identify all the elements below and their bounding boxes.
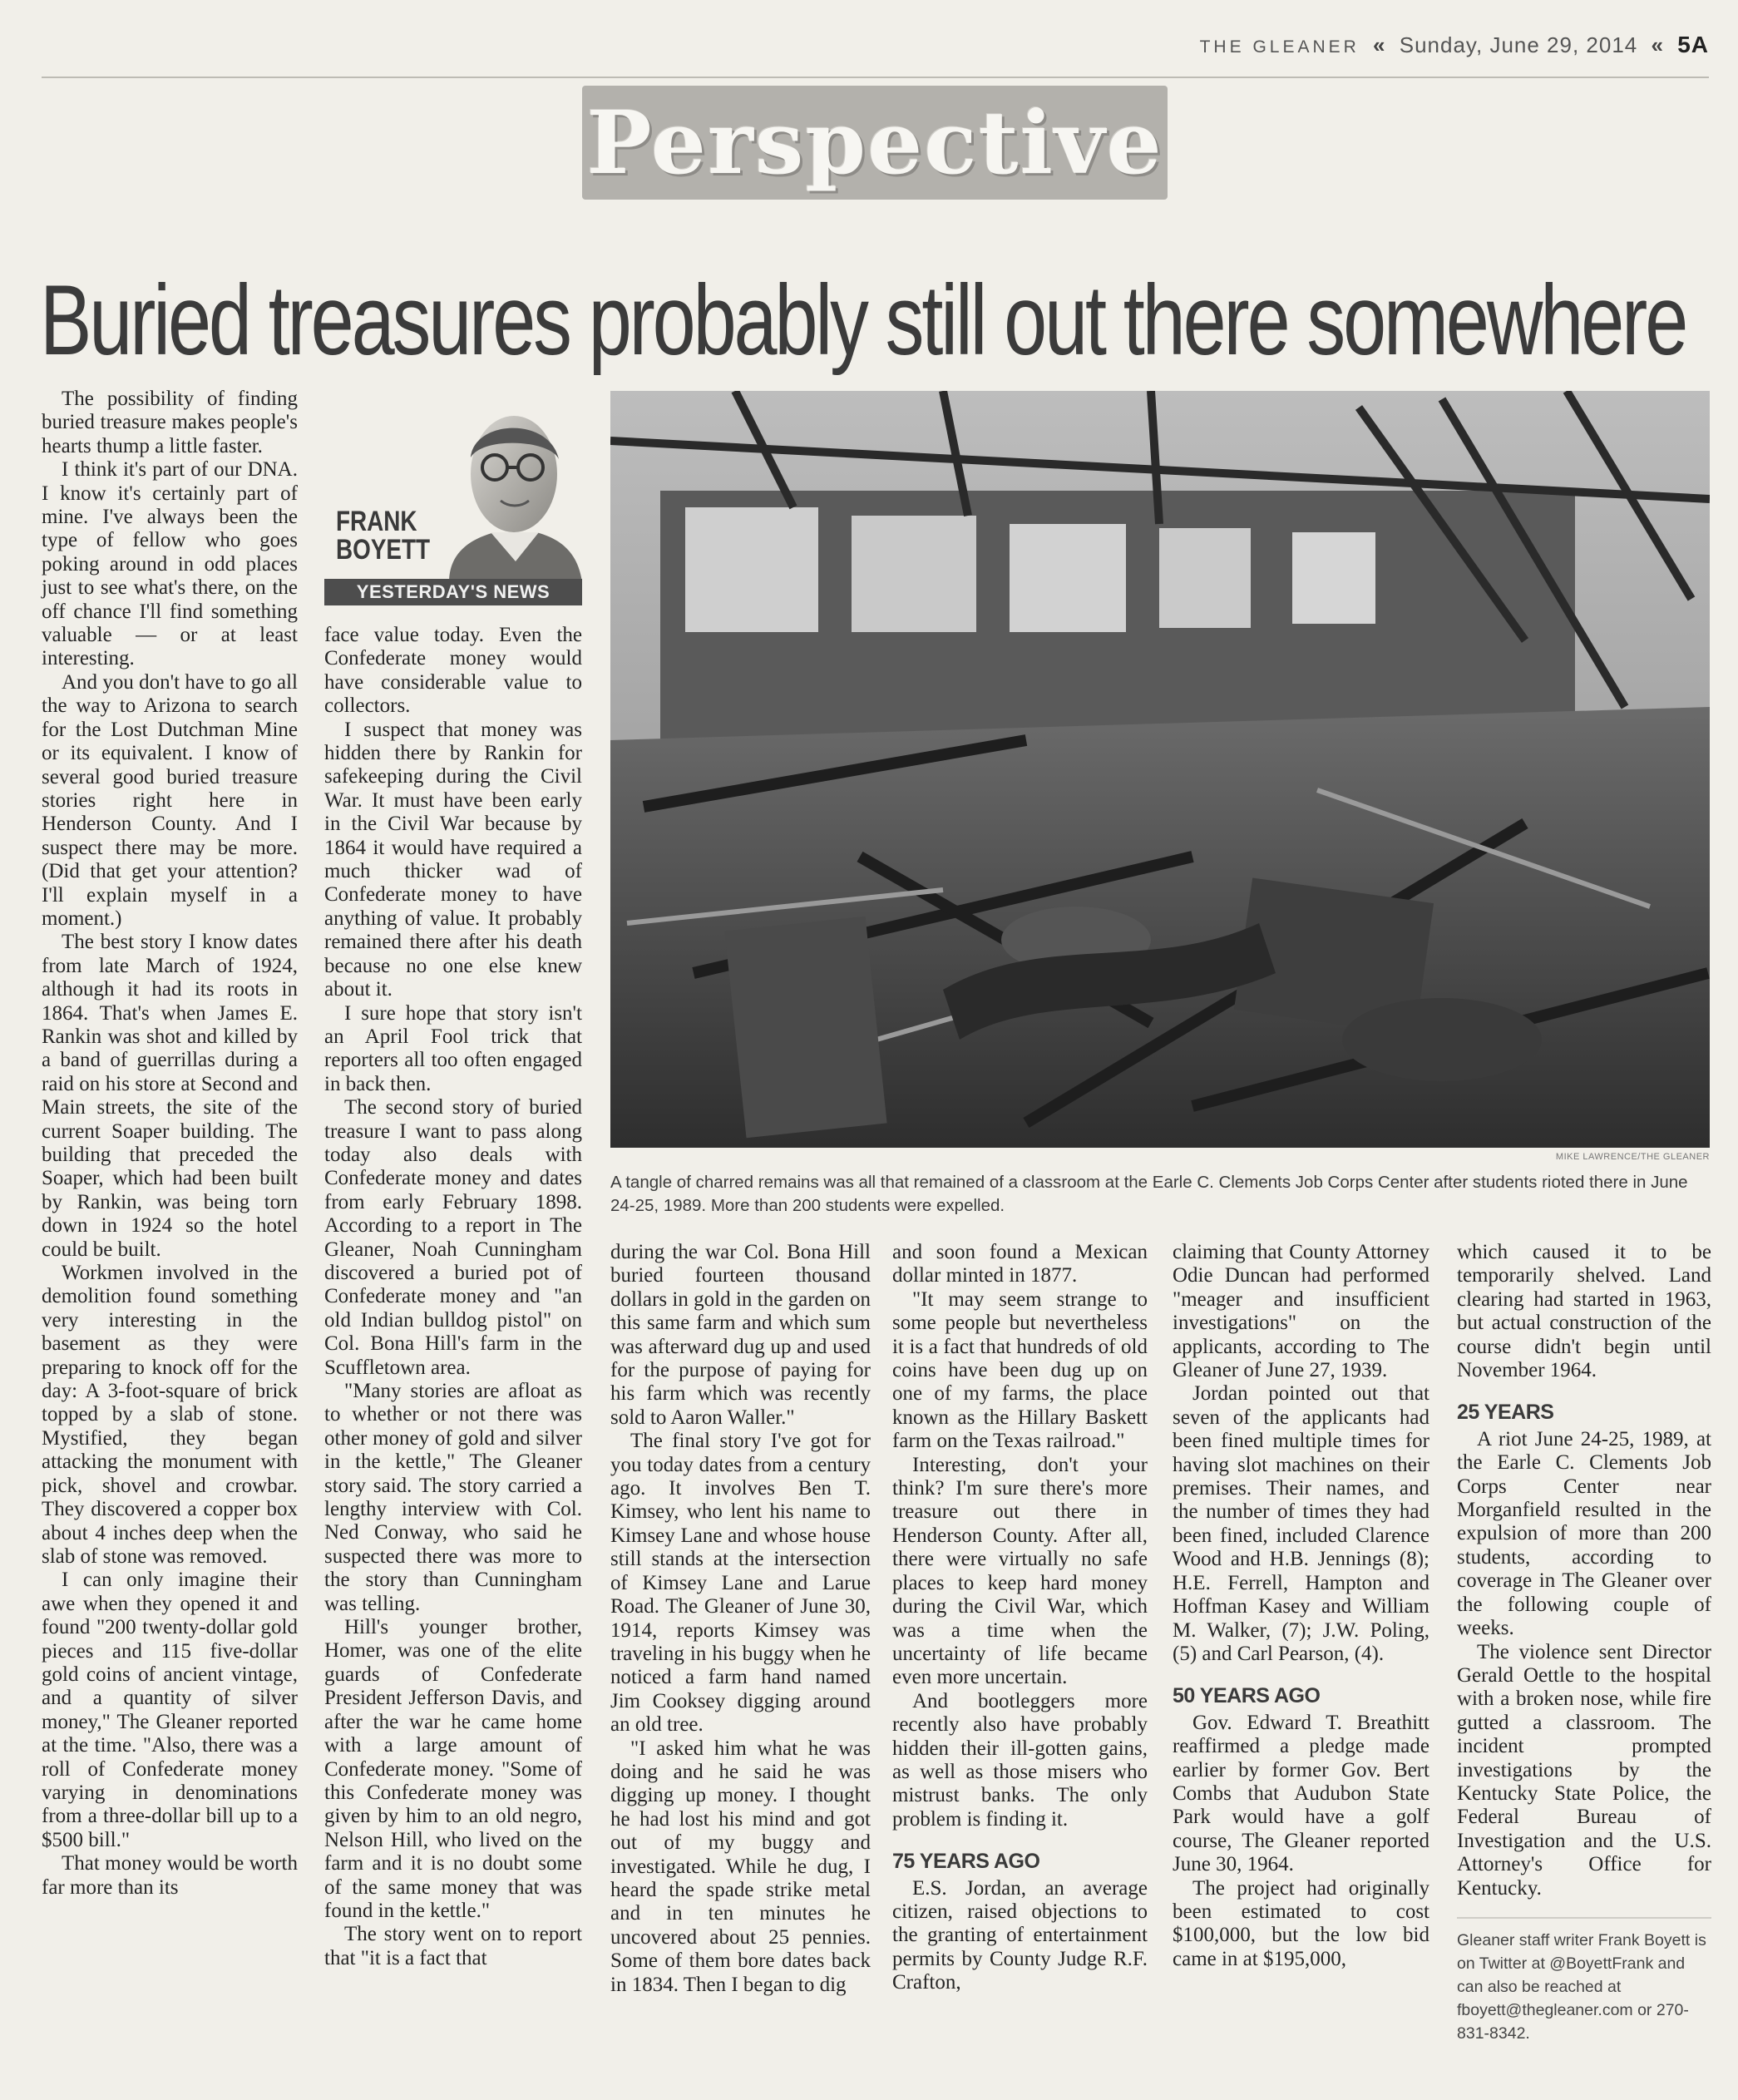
photo-caption: A tangle of charred remains was all that remained of a classroom at the Earle C. Clements Job Corps Center after students rioted there in June 24-25, 1989. More than 200 students were expelled. (610, 1173, 1688, 1215)
anniversary-subhead: 25 YEARS (1457, 1401, 1554, 1425)
issue-date: Sunday, June 29, 2014 (1399, 32, 1638, 57)
article-paragraph: The possibility of finding buried treasure makes people's hearts thump a little faster. (42, 388, 298, 457)
page-number: 5A (1677, 32, 1709, 57)
article-column-3 (610, 1241, 871, 1997)
article-paragraph: And bootleggers more recently also have probably hidden their ill-gotten gains, as well as those misers who mistrust banks. The only problem is finding it. (892, 1689, 1148, 1831)
article-paragraph: I sure hope that story isn't an April Fool trick that reporters all too often engaged in back then. (324, 1001, 582, 1095)
author-bio: Gleaner staff writer Frank Boyett is on Twitter at @BoyettFrank and can also be reached at fboyett@thegleaner.com or 270-831-8342. (1457, 1917, 1711, 2045)
article-paragraph: The story went on to report that "it is a fact that (324, 1923, 582, 1969)
columnist-signature (324, 391, 582, 607)
article-paragraph: E.S. Jordan, an average citizen, raised objections to the granting of entertainment permits by County Judge R.F. Crafton, (892, 1876, 1148, 1994)
article-column-5 (1173, 1241, 1429, 1971)
article-paragraph: And you don't have to go all the way to Arizona to search for the Lost Dutchman Mine or its equivalent. I know of several good buried treasure stories right here in Henderson County. And I suspect there may be more. (Did that get your attention? I'll explain myself in a moment.) (42, 670, 298, 930)
article-paragraph: The violence sent Director Gerald Oettle to the hospital with a broken nose, while fire gutted a classroom. The incident prompted investigations by the Kentucky State Police, the Federal Bureau of Investigation and the U.S. Attorney's Office for Kentucky. (1457, 1640, 1711, 1900)
article-paragraph: The final story I've got for you today dates from a century ago. It involves Ben T. Kimsey, who lent his name to Kimsey Lane and whose house still stands at the intersection of Kimsey Lane and Larue Road. The Gleaner of June 30, 1914, reports Kimsey was traveling in his buggy when he noticed a farm hand named Jim Cooksey digging around an old tree. (610, 1430, 871, 1737)
article-paragraph: during the war Col. Bona Hill buried fourteen thousand dollars in gold in the garden on this same farm and which sum was afterward dug up and used for the purpose of paying for his farm which was recently sold to Aaron Waller." (610, 1241, 871, 1429)
newspaper-name: THE GLEANER (1199, 37, 1360, 57)
section-title: Perspective (586, 91, 1163, 194)
article-paragraph: The project had originally been estimated to cost $100,000, but the low bid came in at $195,000, (1173, 1876, 1429, 1970)
article-paragraph: I suspect that money was hidden there by Rankin for safekeeping during the Civil War. It must have been early in the Civil War because by 1864 it would have required a much thicker wad of Confederate money to have anything of value. It probably remained there after his death because no one else knew about it. (324, 718, 582, 1001)
article-paragraph: I can only imagine their awe when they opened it and found "200 twenty-dollar gold pieces and 115 five-dollar gold coins of ancient vintage, and a quantity of silver money," The Gleaner reported at the time. "Also, there was a roll of Confederate money varying in denominations from a three-dollar bill up to a $500 bill." (42, 1569, 298, 1851)
article-paragraph: "Many stories are afloat as to whether or not there was other money of gold and silver in the kettle," The Gleaner story said. The story carried a lengthy interview with Col. Ned Conway, who said he suspected there was more to the story than Cunningham was telling. (324, 1380, 582, 1615)
burned-classroom-photo (610, 391, 1710, 1148)
article-paragraph: Workmen involved in the demolition found something very interesting in the basement as they were preparing to knock off for the day: A 3-foot-square of brick topped by a slab of stone. Mystified, they began attacking the monument with pick, shovel and crowbar. They discovered a copper box about 4 inches deep when the slab of stone was removed. (42, 1262, 298, 1568)
article-paragraph: Gov. Edward T. Breathitt reaffirmed a pledge made earlier by former Gov. Bert Combs that Audubon State Park would have a golf course, The Gleaner reported June 30, 1964. (1173, 1711, 1429, 1876)
article-column-6 (1457, 1241, 1711, 2045)
article-paragraph: Hill's younger brother, Homer, was one of the elite guards of Confederate President Jefferson Davis, and after the war he came home with a large amount of Confederate money. "Some of this Confederate money was given by him to an old negro, Nelson Hill, who lived on the farm and it is no doubt some of the same money that was found in the kettle." (324, 1616, 582, 1922)
folio-separator: « (1651, 32, 1664, 57)
section-banner (582, 86, 1168, 200)
article-paragraph: and soon found a Mexican dollar minted in 1877. (892, 1241, 1148, 1287)
column-tag: YESTERDAY'S NEWS (324, 579, 582, 605)
article-paragraph: Interesting, don't your think? I'm sure there's more treasure out there in Henderson County. After all, there were virtually no safe places to keep hard money during the Civil War, which was a time when the uncertainty of life became even more uncertain. (892, 1453, 1148, 1689)
article-paragraph: A riot June 24-25, 1989, at the Earle C. Clements Job Corps Center near Morganfield resulted in the expulsion of more than 200 students, according to coverage in The Gleaner over the following couple of weeks. (1457, 1427, 1711, 1640)
article-paragraph: "It may seem strange to some people but nevertheless it is a fact that hundreds of old coins have been dug up on one of my farms, the place known as the Hillary Baskett farm on the Texas railroad." (892, 1287, 1148, 1453)
article-paragraph: "I asked him what he was doing and he said he was digging up money. I thought he had lost his mind and got out of my buggy and investigated. While he dug, I heard the spade strike metal and in ten minutes he uncovered about 25 pennies. Some of them bore dates back in 1834. Then I began to dig (610, 1737, 871, 1996)
headline: Buried treasures probably still out there somewhere (40, 264, 1686, 376)
article-column-1 (42, 388, 298, 1900)
article-paragraph: The second story of buried treasure I want to pass along today also deals with Confederate money and dates from early February 1898. According to a report in The Gleaner, Noah Cunningham discovered a buried pot of Confederate money and "an old Indian bulldog pistol" on Col. Bona Hill's farm in the Scuffletown area. (324, 1096, 582, 1379)
anniversary-subhead: 50 YEARS AGO (1173, 1684, 1321, 1708)
folio-separator: « (1373, 32, 1386, 57)
photo-illustration (610, 391, 1710, 1148)
article-paragraph: face value today. Even the Confederate money would have considerable value to collectors. (324, 624, 582, 718)
photo-credit: MIKE LAWRENCE/THE GLEANER (1555, 1152, 1710, 1162)
article-paragraph: Jordan pointed out that seven of the applicants had been fined multiple times for having slot machines on their premises. Their names, and the number of times they had been fined, included Clarence Wood and H.B. Jennings (8); H.E. Ferrell, Hampton and Hoffman Kasey and William M. Walker, (7); J.W. Poling, (5) and Carl Pearson, (4). (1173, 1382, 1429, 1665)
article-paragraph: That money would be worth far more than its (42, 1852, 298, 1899)
folio (1200, 32, 1709, 58)
columnist-name: FRANK BOYETT (336, 506, 431, 566)
article-paragraph: which caused it to be temporarily shelved. Land clearing had started in 1963, but actual construction of the course didn't begin until November 1964. (1457, 1241, 1711, 1382)
article-column-2 (324, 624, 582, 1970)
article-paragraph: The best story I know dates from late March of 1924, although it had its roots in 1864. That's when James E. Rankin was shot and killed by a band of guerrillas during a raid on his store at Second and Main streets, the site of the current Soaper building. The building that preceded the Soaper, which had been built by Rankin, was being torn down in 1924 so the hotel could be built. (42, 931, 298, 1261)
article-paragraph: I think it's part of our DNA. I know it's certainly part of mine. I've always been the type of fellow who goes poking around in odd places just to see what's there, on the off chance I'll find something valuable — or at least interesting. (42, 458, 298, 670)
article-paragraph: claiming that County Attorney Odie Duncan had performed "meager and insufficient investigations" on the applicants, according to The Gleaner of June 27, 1939. (1173, 1241, 1429, 1382)
anniversary-subhead: 75 YEARS AGO (892, 1850, 1040, 1874)
top-rule (42, 77, 1709, 78)
article-column-4 (892, 1241, 1148, 1995)
